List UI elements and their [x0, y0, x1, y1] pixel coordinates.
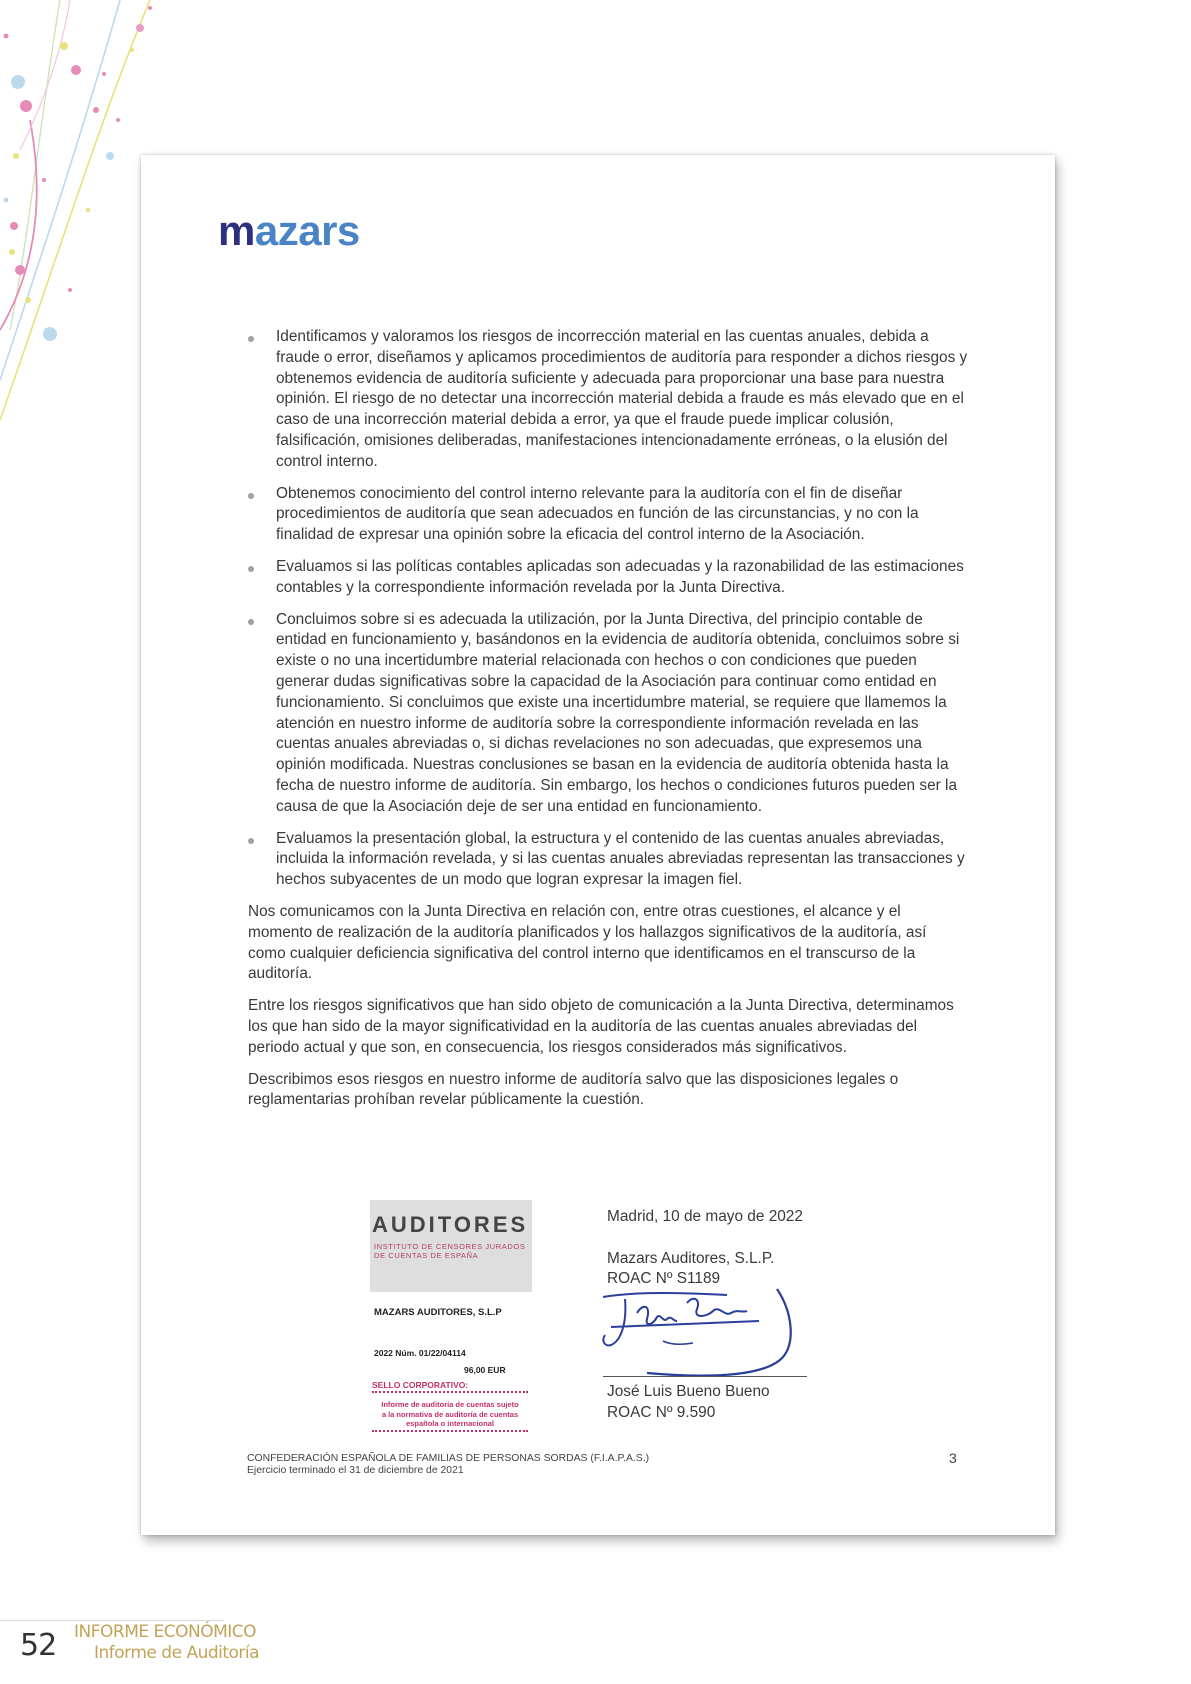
bullet-icon	[248, 493, 254, 499]
stamp-dotted-line	[372, 1391, 528, 1393]
list-item: Evaluamos la presentación global, la estructura y el contenido de las cuentas anuales abreviadas, incluida la información revelada, y si las cuentas anuales abreviadas representan las transacciones y hechos subyacentes de un modo que logran expresar la imagen fiel.	[248, 829, 968, 891]
letter-footer	[247, 1453, 649, 1477]
paragraph: Entre los riesgos significativos que han sido objeto de comunicación a la Junta Directiva, determinamos los que han sido de la mayor significatividad en la auditoría de las cuentas anuales abreviadas del periodo actual y que son, en consecuencia, los riesgos considerados más significativos.	[248, 997, 954, 1056]
stamp-number: 2022 Núm. 01/22/04114	[374, 1348, 466, 1358]
section-title: INFORME ECONÓMICO	[74, 1622, 257, 1642]
letter-page-number: 3	[949, 1450, 957, 1466]
signer-name: José Luis Bueno Bueno	[607, 1383, 770, 1400]
mazars-logo: mazars	[218, 207, 360, 254]
auditores-stamp	[370, 1200, 538, 1430]
handwritten-signature	[597, 1283, 807, 1383]
list-item: Identificamos y valoramos los riesgos de incorrección material en las cuentas anuales, debida a fraude o error, diseñamos y aplicamos procedimientos de auditoría para responder a dichos riesgos y obtenemos evidencia de auditoría suficiente y adecuada para proporcionar una base para nuestra opinión. El riesgo de no detectar una incorrección material debida a fraude es más elevado que en el caso de una incorrección material debida a error, ya que el fraude puede implicar colusión, falsificación, omisiones deliberadas, manifestaciones intencionadamente erróneas, o la elusión del control interno.	[248, 327, 968, 473]
signature-line	[603, 1376, 807, 1377]
firm-name: Mazars Auditores, S.L.P.	[607, 1250, 775, 1267]
stamp-subtitle: INSTITUTO DE CENSORES JURADOS DE CUENTAS DE ESPAÑA	[374, 1242, 526, 1260]
stamp-title: AUDITORES	[372, 1212, 529, 1237]
stamp-dotted-line	[372, 1430, 528, 1432]
stamp-description: Informe de auditoría de cuentas sujeto a la normativa de auditoría de cuentas española o internacional	[381, 1400, 519, 1428]
section-subtitle: Informe de Auditoría	[94, 1643, 260, 1663]
list-item: Obtenemos conocimiento del control interno relevante para la auditoría con el fin de diseñar procedimientos de auditoría que sean adecuados en función de las circunstancias, y no con la finalidad de expresar una opinión sobre la eficacia del control interno de la Asociación.	[248, 484, 968, 546]
footer-divider	[0, 1620, 224, 1621]
bullet-icon	[248, 566, 254, 572]
bullet-icon	[248, 619, 254, 625]
audit-letter-scan	[141, 155, 1055, 1535]
bullet-icon	[248, 336, 254, 342]
stamp-fee: 96,00 EUR	[464, 1365, 506, 1375]
firm-roac: ROAC Nº S1189	[607, 1270, 721, 1287]
letter-body	[248, 327, 968, 1122]
footer-organization: CONFEDERACIÓN ESPAÑOLA DE FAMILIAS DE PERSONAS SORDAS (F.I.A.P.A.S.)	[247, 1453, 650, 1464]
list-item: Evaluamos si las políticas contables aplicadas son adecuadas y la razonabilidad de las estimaciones contables y la correspondiente información revelada por la Junta Directiva.	[248, 557, 968, 599]
list-item: Concluimos sobre si es adecuada la utilización, por la Junta Directiva, del principio contable de entidad en funcionamiento y, basándonos en la evidencia de auditoría obtenida, concluimos sobre si existe o no una incertidumbre material relacionada con hechos o con condiciones que pueden generar dudas significativas sobre la capacidad de la Asociación para continuar como entidad en funcionamiento. Si concluimos que existe una incertidumbre material, se requiere que llamemos la atención en nuestro informe de auditoría sobre la correspondiente información revelada en las cuentas anuales abreviadas o, si dichas revelaciones no son adecuadas, que expresemos una opinión modificada. Nuestras conclusiones se basan en la evidencia de auditoría obtenida hasta la fecha de nuestro informe de auditoría. Sin embargo, los hechos o condiciones futuros pueden ser la causa de que la Asociación deje de ser una entidad en funcionamiento.	[248, 610, 968, 818]
paragraph: Nos comunicamos con la Junta Directiva en relación con, entre otras cuestiones, el alcance y el momento de realización de la auditoría planificados y los hallazgos significativos de la auditoría, así como cualquier deficiencia significativa del control interno que identificamos en el transcurso de la auditoría.	[248, 902, 927, 983]
signer-roac: ROAC Nº 9.590	[607, 1404, 716, 1421]
audit-procedures-list	[248, 327, 968, 891]
page-number: 52	[20, 1628, 57, 1663]
paragraph: Describimos esos riesgos en nuestro informe de auditoría salvo que las disposiciones legales o reglamentarias prohíban revelar públicamente la cuestión.	[248, 1070, 899, 1109]
stamp-seal-label: SELLO CORPORATIVO:	[372, 1380, 469, 1390]
place-date: Madrid, 10 de mayo de 2022	[607, 1208, 803, 1225]
bullet-icon	[248, 838, 254, 844]
stamp-firm: MAZARS AUDITORES, S.L.P	[374, 1307, 502, 1318]
footer-period: Ejercicio terminado el 31 de diciembre de 2021	[247, 1465, 464, 1476]
